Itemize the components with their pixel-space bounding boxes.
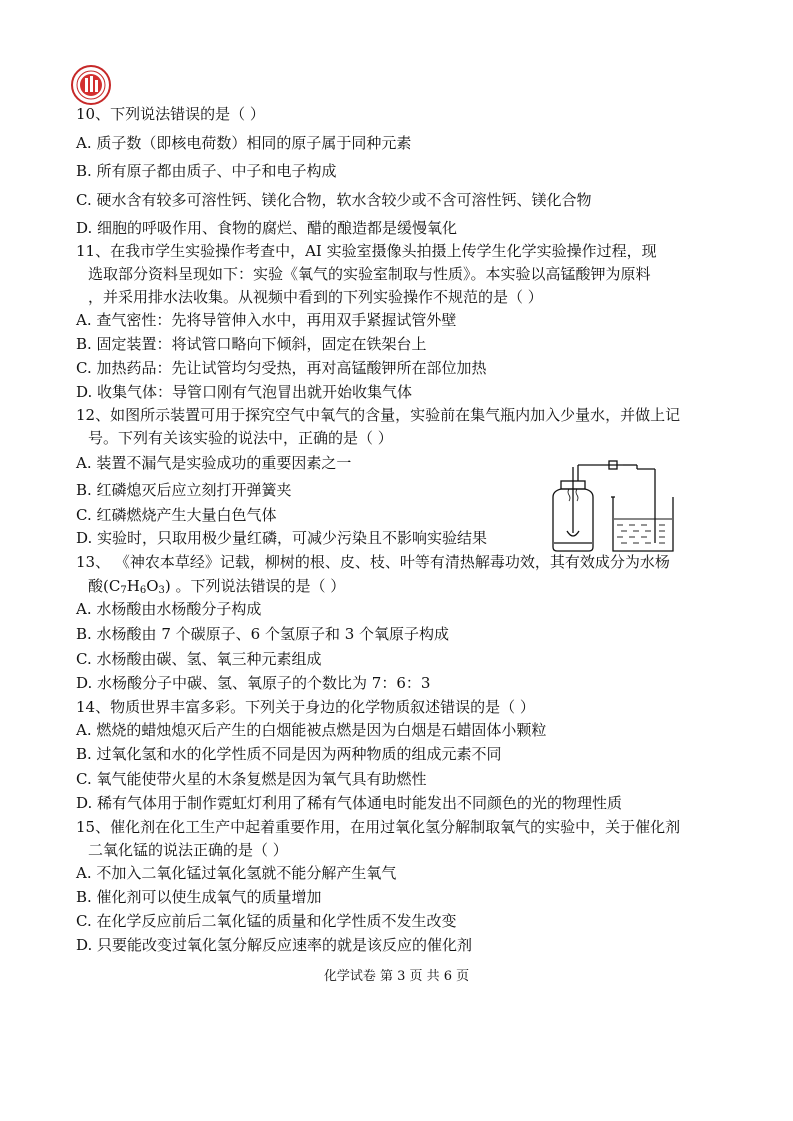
question-12-stem-line2: 号。下列有关该实验的说法中，正确的是（ ） bbox=[88, 429, 393, 447]
question-11-option-a: A. 查气密性：先将导管伸入水中，再用双手紧握试管外壁 bbox=[76, 311, 457, 329]
question-12-stem-line1: 12、如图所示装置可用于探究空气中氧气的含量，实验前在集气瓶内加入少量水，并做上记 bbox=[76, 406, 681, 424]
question-11-stem-line3: ，并采用排水法收集。从视频中看到的下列实验操作不规范的是（ ） bbox=[88, 288, 543, 306]
page-footer: 化学试卷 第 3 页 共 6 页 bbox=[323, 969, 470, 984]
question-10-option-c: C. 硬水含有较多可溶性钙、镁化合物，软水含较少或不含可溶性钙、镁化合物 bbox=[76, 191, 592, 209]
subscript-6: 6 bbox=[139, 585, 147, 596]
formula-prefix: 酸(C bbox=[88, 577, 121, 595]
question-12-option-d: D. 实验时，只取用极少量红磷，可减少污染且不影响实验结果 bbox=[76, 529, 488, 547]
oxygen-content-apparatus-figure bbox=[545, 455, 735, 553]
question-15-option-a: A. 不加入二氧化锰过氧化氢就不能分解产生氧气 bbox=[76, 864, 397, 882]
question-13-option-c: C. 水杨酸由碳、氢、氧三种元素组成 bbox=[76, 650, 322, 668]
question-15-option-c: C. 在化学反应前后二氧化锰的质量和化学性质不发生改变 bbox=[76, 912, 457, 930]
question-11-option-c: C. 加热药品：先让试管均匀受热，再对高锰酸钾所在部位加热 bbox=[76, 359, 487, 377]
question-13-stem-line1: 13、 《神农本草经》记载，柳树的根、皮、枝、叶等有清热解毒功效，其有效成分为水杨 bbox=[76, 553, 670, 571]
question-13-option-d: D. 水杨酸分子中碳、氢、氧原子的个数比为 7：6：3 bbox=[76, 674, 431, 692]
question-12-option-c: C. 红磷燃烧产生大量白色气体 bbox=[76, 506, 277, 524]
question-13-option-a: A. 水杨酸由水杨酸分子构成 bbox=[76, 600, 262, 618]
formula-suffix: ) 。下列说法错误的是（ ） bbox=[164, 577, 346, 595]
question-15-stem-line1: 15、催化剂在化工生产中起着重要作用，在用过氧化氢分解制取氧气的实验中，关于催化剂 bbox=[76, 818, 681, 836]
question-12-option-a: A. 装置不漏气是实验成功的重要因素之一 bbox=[76, 454, 352, 472]
subscript-7: 7 bbox=[120, 585, 127, 596]
question-10-stem: 10、下列说法错误的是（ ） bbox=[76, 105, 265, 123]
school-logo-icon bbox=[70, 64, 112, 106]
question-15-option-d: D. 只要能改变过氧化氢分解反应速率的就是该反应的催化剂 bbox=[76, 936, 473, 954]
question-14-option-b: B. 过氧化氢和水的化学性质不同是因为两种物质的组成元素不同 bbox=[76, 745, 502, 763]
question-10-option-a: A. 质子数（即核电荷数）相同的原子属于同种元素 bbox=[76, 134, 412, 152]
question-15-option-b: B. 催化剂可以使生成氧气的质量增加 bbox=[76, 888, 322, 906]
question-10-option-b: B. 所有原子都由质子、中子和电子构成 bbox=[76, 162, 337, 180]
question-11-stem-line1: 11、在我市学生实验操作考查中，AI 实验室摄像头拍摄上传学生化学实验操作过程，现 bbox=[76, 242, 657, 260]
question-10-option-d: D. 细胞的呼吸作用、食物的腐烂、醋的酿造都是缓慢氧化 bbox=[76, 219, 458, 237]
question-13-stem-line2 bbox=[88, 574, 345, 598]
question-14-option-a: A. 燃烧的蜡烛熄灭后产生的白烟能被点燃是因为白烟是石蜡固体小颗粒 bbox=[76, 721, 547, 739]
question-13-option-b: B. 水杨酸由 7 个碳原子、6 个氢原子和 3 个氧原子构成 bbox=[76, 625, 450, 643]
question-11-option-d: D. 收集气体：导管口刚有气泡冒出就开始收集气体 bbox=[76, 383, 413, 401]
subscript-3: 3 bbox=[158, 585, 165, 596]
formula-h: H bbox=[126, 577, 140, 595]
question-14-option-d: D. 稀有气体用于制作霓虹灯利用了稀有气体通电时能发出不同颜色的光的物理性质 bbox=[76, 794, 623, 812]
formula-o: O bbox=[146, 577, 159, 595]
question-14-option-c: C. 氧气能使带火星的木条复燃是因为氧气具有助燃性 bbox=[76, 770, 427, 788]
question-15-stem-line2: 二氧化锰的说法正确的是（ ） bbox=[88, 841, 288, 859]
question-11-stem-line2: 选取部分资料呈现如下：实验《氧气的实验室制取与性质》。本实验以高锰酸钾为原料 bbox=[88, 265, 651, 283]
question-11-option-b: B. 固定装置：将试管口略向下倾斜，固定在铁架台上 bbox=[76, 335, 427, 353]
question-12-option-b: B. 红磷熄灭后应立刻打开弹簧夹 bbox=[76, 481, 292, 499]
question-14-stem: 14、物质世界丰富多彩。下列关于身边的化学物质叙述错误的是（ ） bbox=[76, 698, 535, 716]
